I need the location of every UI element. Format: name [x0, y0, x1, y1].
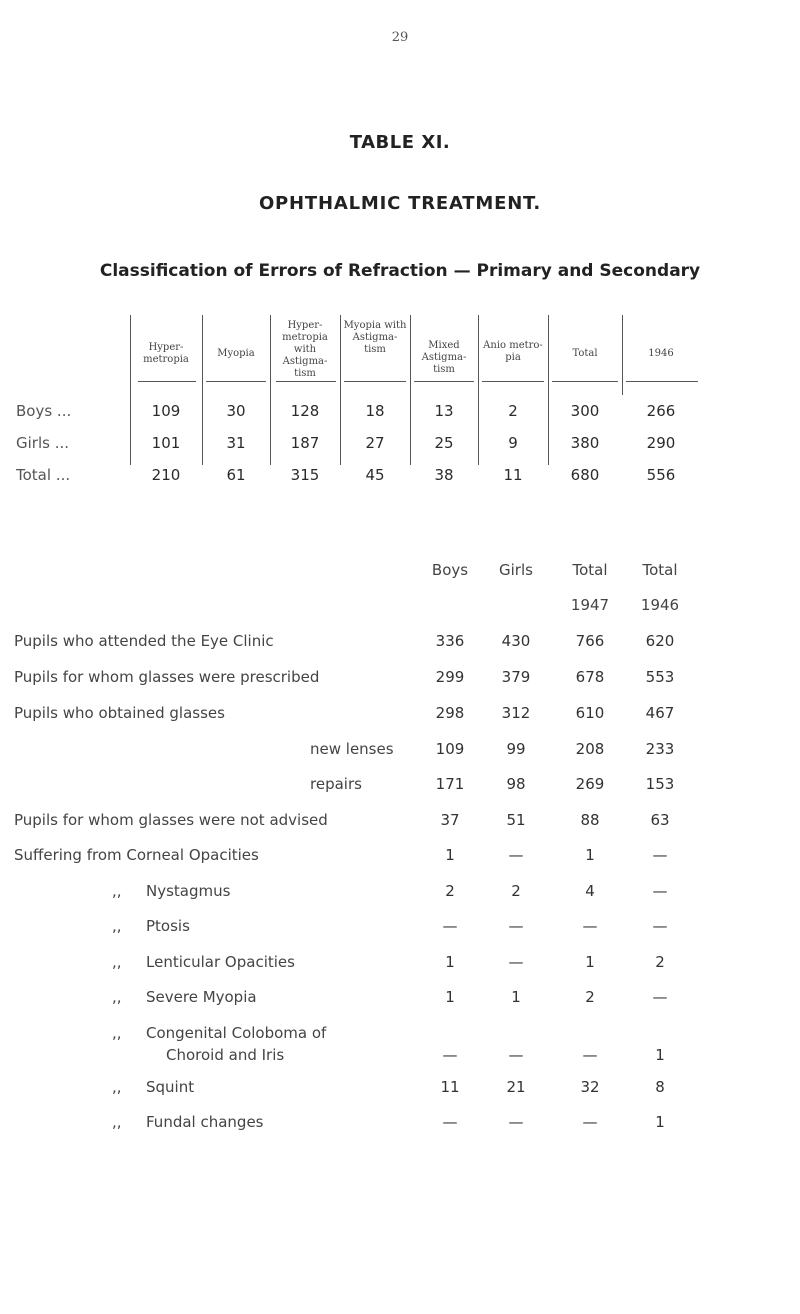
table-cell: 98 [506, 775, 526, 793]
row-label: Pupils for whom glasses were not advised [14, 811, 328, 829]
header-myopia: Myopia [217, 348, 255, 359]
header-total-1947: Total [572, 561, 608, 579]
table-cell: 299 [435, 668, 465, 686]
table-cell: 25 [434, 434, 454, 452]
table-cell: — [652, 917, 668, 935]
section-title: OPHTHALMIC TREATMENT. [258, 193, 542, 214]
table-cell: 336 [435, 632, 465, 650]
header-rule [414, 381, 474, 382]
table-cell: 298 [435, 704, 465, 722]
row-label: Fundal changes [146, 1113, 264, 1131]
column-divider [130, 315, 131, 465]
table-cell: 312 [501, 704, 531, 722]
refraction-table [0, 0, 800, 560]
column-divider [410, 315, 411, 465]
row-label: Pupils for whom glasses were prescribed [14, 668, 320, 686]
table-cell: 678 [575, 668, 605, 686]
table-cell: 430 [501, 632, 531, 650]
table-cell: 379 [501, 668, 531, 686]
table-cell: 233 [645, 740, 675, 758]
table-cell: 1 [445, 953, 455, 971]
table-cell: — [442, 1046, 458, 1064]
table-cell: 1 [511, 988, 521, 1006]
table-cell: — [582, 1046, 598, 1064]
table-cell: — [652, 882, 668, 900]
table-cell: 63 [650, 811, 670, 829]
row-label: Squint [146, 1078, 195, 1096]
table-cell: — [652, 846, 668, 864]
ditto-mark: ,, [112, 1024, 122, 1042]
table-cell: 32 [580, 1078, 600, 1096]
table-cell: 1 [585, 953, 595, 971]
table-cell: 300 [570, 402, 600, 420]
table-cell: 467 [645, 704, 675, 722]
table-cell: 620 [645, 632, 675, 650]
table-cell: 27 [365, 434, 385, 452]
table-cell: 30 [226, 402, 246, 420]
table-cell: 101 [151, 434, 181, 452]
row-label: Severe Myopia [146, 988, 257, 1006]
row-label-total: Total ... [16, 466, 71, 484]
table-cell: 45 [365, 466, 385, 484]
table-cell: 2 [511, 882, 521, 900]
table-cell: 208 [575, 740, 605, 758]
table-cell: 128 [290, 402, 320, 420]
table-cell: 680 [570, 466, 600, 484]
header-rule [482, 381, 544, 382]
table-cell: 51 [506, 811, 526, 829]
row-label-boys: Boys ... [16, 402, 72, 420]
table-cell: — [508, 953, 524, 971]
header-rule [552, 381, 618, 382]
table-cell: 2 [585, 988, 595, 1006]
table-cell: 4 [585, 882, 595, 900]
table-cell: 11 [503, 466, 523, 484]
column-divider [270, 315, 271, 465]
table-cell: 9 [508, 434, 518, 452]
table-cell: — [652, 988, 668, 1006]
row-label: Pupils who obtained glasses [14, 704, 225, 722]
header-rule [344, 381, 406, 382]
row-label: new lenses [310, 740, 394, 758]
table-cell: 37 [440, 811, 460, 829]
table-cell: 109 [151, 402, 181, 420]
table-cell: — [508, 846, 524, 864]
row-label-girls: Girls ... [16, 434, 70, 452]
row-label: Nystagmus [146, 882, 231, 900]
table-cell: 210 [151, 466, 181, 484]
table-cell: 21 [506, 1078, 526, 1096]
table-cell: 1 [445, 988, 455, 1006]
table-cell: 18 [365, 402, 385, 420]
header-total: Total [572, 348, 598, 359]
header-myopia-astigmatism: Myopia with Astigma-tism [343, 320, 407, 355]
table-cell: 153 [645, 775, 675, 793]
table-cell: 1 [655, 1113, 665, 1131]
column-divider [622, 315, 623, 395]
table-cell: 1 [585, 846, 595, 864]
header-hypermetropia-astigmatism: Hyper-metropia with Astigma-tism [282, 320, 328, 379]
table-cell: 766 [575, 632, 605, 650]
table-cell: 269 [575, 775, 605, 793]
table-cell: 315 [290, 466, 320, 484]
table-cell: 88 [580, 811, 600, 829]
row-label: Suffering from Corneal Opacities [14, 846, 259, 864]
row-label: Lenticular Opacities [146, 953, 295, 971]
table-cell: 553 [645, 668, 675, 686]
header-aniometropia: Anio metro-pia [483, 340, 543, 363]
header-boys: Boys [431, 561, 469, 579]
table-cell: 380 [570, 434, 600, 452]
table-cell: 2 [445, 882, 455, 900]
ditto-mark: ,, [112, 1078, 122, 1096]
row-label: Pupils who attended the Eye Clinic [14, 632, 274, 650]
page-number: 29 [391, 30, 409, 45]
table-cell: 290 [646, 434, 676, 452]
table-cell: 2 [508, 402, 518, 420]
table-cell: 8 [655, 1078, 665, 1096]
table-cell: 610 [575, 704, 605, 722]
table-cell: 266 [646, 402, 676, 420]
table-cell: — [442, 1113, 458, 1131]
table-cell: 2 [655, 953, 665, 971]
table-cell: 1 [445, 846, 455, 864]
table-cell: — [442, 917, 458, 935]
table-cell: — [508, 917, 524, 935]
table-cell: 1 [655, 1046, 665, 1064]
header-girls: Girls [499, 561, 533, 579]
ditto-mark: ,, [112, 988, 122, 1006]
table-title: TABLE XI. [349, 132, 451, 153]
header-total-1946: Total [642, 561, 678, 579]
column-divider [548, 315, 549, 465]
header-rule [626, 381, 698, 382]
row-label: Congenital Coloboma of [146, 1024, 327, 1042]
ditto-mark: ,, [112, 953, 122, 971]
row-label: repairs [310, 775, 362, 793]
row-label-continued: Choroid and Iris [166, 1046, 285, 1064]
header-1946: 1946 [648, 348, 674, 359]
header-hypermetropia: Hyper-metropia [143, 342, 189, 365]
header-rule [138, 381, 196, 382]
header-rule [206, 381, 266, 382]
table-cell: 187 [290, 434, 320, 452]
row-label: Ptosis [146, 917, 190, 935]
table-cell: — [582, 917, 598, 935]
table-cell: 13 [434, 402, 454, 420]
table-cell: 171 [435, 775, 465, 793]
ditto-mark: ,, [112, 882, 122, 900]
header-mixed-astigmatism: Mixed Astigma-tism [421, 340, 467, 375]
header-year-1947: 1947 [570, 596, 610, 614]
table-cell: 109 [435, 740, 465, 758]
column-divider [478, 315, 479, 465]
table-cell: 11 [440, 1078, 460, 1096]
header-rule [276, 381, 336, 382]
subtitle: Classification of Errors of Refraction — Primary and Secondary [99, 261, 701, 281]
table-cell: — [508, 1046, 524, 1064]
table-cell: — [582, 1113, 598, 1131]
table-cell: 556 [646, 466, 676, 484]
table-cell: 61 [226, 466, 246, 484]
table-cell: 38 [434, 466, 454, 484]
table-cell: 31 [226, 434, 246, 452]
column-divider [202, 315, 203, 465]
table-cell: 99 [506, 740, 526, 758]
header-year-1946: 1946 [640, 596, 680, 614]
ditto-mark: ,, [112, 1113, 122, 1131]
ditto-mark: ,, [112, 917, 122, 935]
table-cell: — [508, 1113, 524, 1131]
column-divider [340, 315, 341, 465]
